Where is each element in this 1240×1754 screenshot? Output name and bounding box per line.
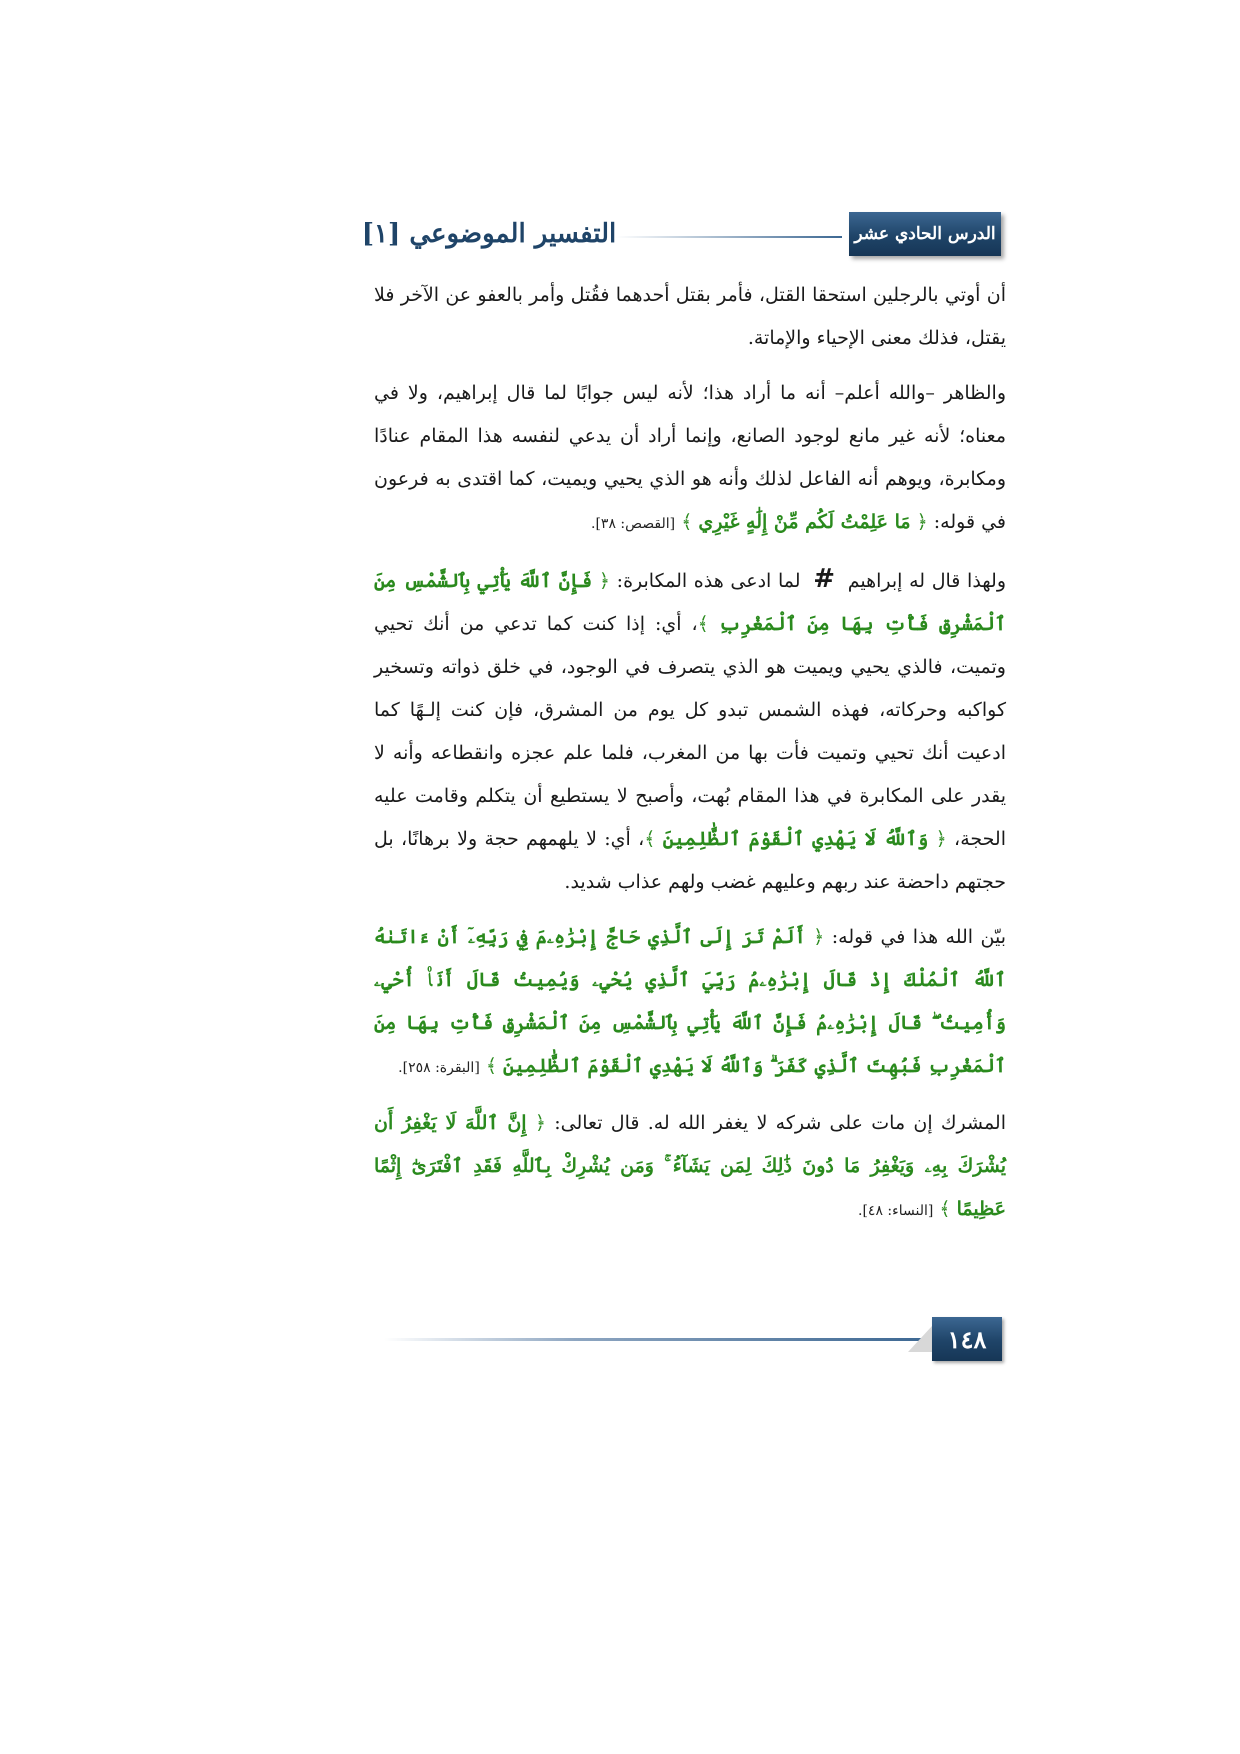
quran-open-bracket: ﴿ <box>598 570 611 592</box>
quran-open-bracket: ﴿ <box>916 511 928 533</box>
paragraph-1 <box>374 274 1006 360</box>
book-title: التفسير الموضوعي [١] <box>361 219 617 249</box>
quran-open-bracket: ﴿ <box>935 828 947 850</box>
paragraph-text: لما ادعى هذه المكابرة: <box>610 570 801 592</box>
honorific-symbol: # <box>813 564 836 594</box>
quran-open-bracket: ﴿ <box>534 1112 546 1134</box>
quran-verse: مَا عَلِمْتُ لَكُم مِّنْ إِلَٰهٍ غَيْرِي <box>698 511 911 533</box>
paragraph-5 <box>374 1102 1006 1233</box>
quran-open-bracket: ﴿ <box>813 926 825 948</box>
quran-close-bracket: ﴾ <box>485 1055 497 1077</box>
page-number: ١٤٨ <box>932 1317 1002 1361</box>
verse-reference: [القصص: ٣٨]. <box>591 516 676 532</box>
document-page <box>138 0 1240 1559</box>
paragraph-text: والظاهر –والله أعلم– أنه ما أراد هذا؛ لأنه ليس جوابًا لما قال إبراهيم، ولا في معناه؛ لأنه غير مانع لوجود الصانع، وإنما أراد أن يدعي لنفسه هذا المقام عنادًا ومكابرة، ويوهم أنه الفاعل لذلك وأنه هو الذي يحيي ويميت، كما اقتدى به فرعون في قوله: <box>374 382 1006 533</box>
quran-verse: وَٱللَّهُ لَا يَهْدِي ٱلْقَوْمَ ٱلظَّٰلِمِينَ <box>662 828 929 850</box>
lesson-label: الدرس الحادي عشر <box>849 212 1001 256</box>
quran-close-bracket: ﴾ <box>644 828 656 850</box>
paragraph-text: المشرك إن مات على شركه لا يغفر الله له. قال تعالى: <box>545 1112 1007 1134</box>
paragraph-3 <box>374 558 1006 904</box>
quran-verse: أَلَمْ تَرَ إِلَى ٱلَّذِي حَاجَّ إِبْرَٰهِۦمَ فِي رَبِّهِۦٓ أَنْ ءَاتَىٰهُ ٱللَّهُ ٱلْمُلْكَ إِذْ قَالَ إِبْرَٰهِۦمُ رَبِّيَ ٱلَّذِي يُحْيِۦ وَيُمِيتُ قَالَ أَنَا۠ أُحْيِۦ وَأُمِيتُ ۖ قَالَ إِبْرَٰهِۦمُ فَإِنَّ ٱللَّهَ يَأْتِي بِٱلشَّمْسِ مِنَ ٱلْمَشْرِقِ فَأْتِ بِهَا مِنَ ٱلْمَغْرِبِ فَبُهِتَ ٱلَّذِي كَفَرَ ۗ وَٱللَّهُ لَا يَهْدِي ٱلْقَوْمَ ٱلظَّٰلِمِينَ <box>374 926 1006 1077</box>
paragraph-text: ولهذا قال له إبراهيم <box>847 570 1007 592</box>
paragraph-text: أن أوتي بالرجلين استحقا القتل، فأمر بقتل أحدهما فقُتل وأمر بالعفو عن الآخر فلا يقتل، فذلك معنى الإحياء والإماتة. <box>374 284 1006 349</box>
paragraph-text: ، أي: لا يلهمهم حجة ولا برهانًا، بل حجتهم داحضة عند ربهم وعليهم غضب ولهم عذاب شديد. <box>374 828 1006 893</box>
quran-close-bracket: ﴾ <box>697 613 709 635</box>
header-divider <box>616 236 842 238</box>
quran-verse: فَإِنَّ ٱللَّهَ يَأْتِي بِٱلشَّمْسِ مِنَ ٱلْمَشْرِقِ فَأْتِ بِهَا مِنَ ٱلْمَغْرِبِ <box>374 570 1006 635</box>
page-body <box>374 274 1006 1245</box>
paragraph-text: بيّن الله هذا في قوله: <box>824 926 1006 948</box>
verse-reference: [النساء: ٤٨]. <box>858 1203 934 1219</box>
verse-reference: [البقرة: ٢٥٨]. <box>398 1060 480 1076</box>
paragraph-2 <box>374 372 1006 546</box>
quran-verse: إِنَّ ٱللَّهَ لَا يَغْفِرُ أَن يُشْرَكَ بِهِۦ وَيَغْفِرُ مَا دُونَ ذَٰلِكَ لِمَن يَشَآءُ ۚ وَمَن يُشْرِكْ بِٱللَّهِ فَقَدِ ٱفْتَرَىٰٓ إِثْمًا عَظِيمًا <box>374 1112 1006 1220</box>
quran-close-bracket: ﴾ <box>939 1198 951 1220</box>
quran-close-bracket: ﴾ <box>681 511 693 533</box>
paragraph-4 <box>374 916 1006 1090</box>
footer-divider <box>384 1338 930 1341</box>
paragraph-text: ، أي: إذا كنت كما تدعي من أنك تحيي وتميت، فالذي يحيي ويميت هو الذي يتصرف في الوجود، في خلق ذواته وتسخير كواكبه وحركاته، فهذه الشمس تبدو كل يوم من المشرق، فإن كنت إلـهًا كما ادعيت أنك تحيي وتميت فأت بها من المغرب، فلما علم عجزه وانقطاعه وأنه لا يقدر على المكابرة في هذا المقام بُهت، وأصبح لا يستطيع أن يتكلم وقامت عليه الحجة، <box>374 613 1006 850</box>
